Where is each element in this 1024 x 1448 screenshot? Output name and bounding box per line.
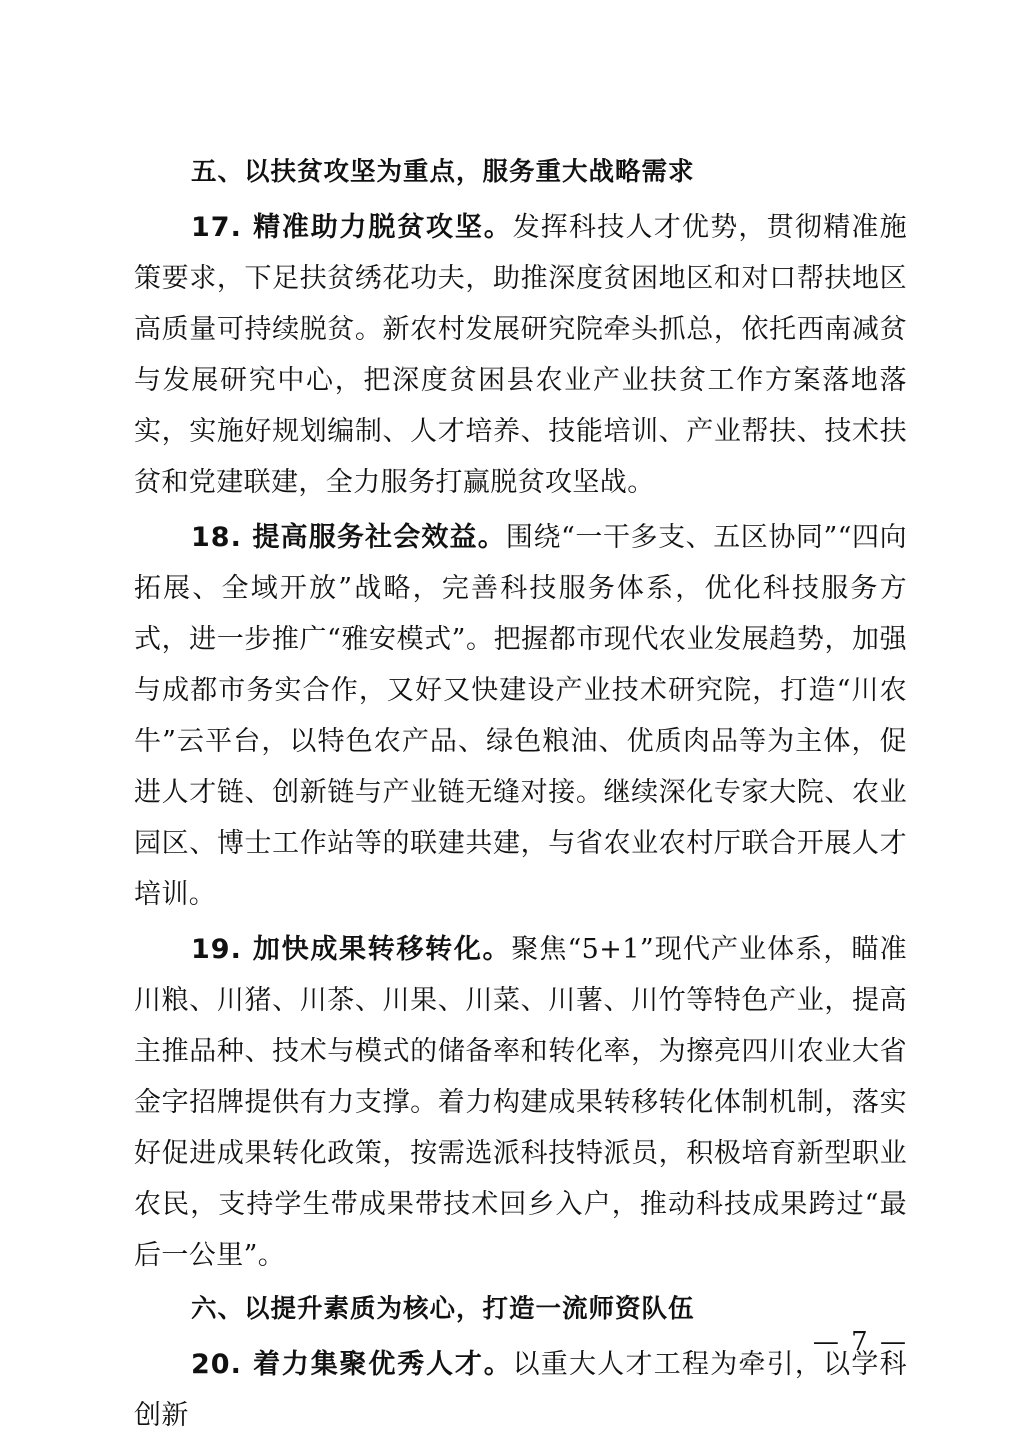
item-18-title: 18. 提高服务社会效益。	[191, 522, 506, 553]
item-18	[134, 512, 907, 920]
item-17	[134, 202, 907, 508]
item-17-title: 17. 精准助力脱贫攻坚。	[191, 212, 513, 243]
item-20	[134, 1339, 907, 1441]
item-20-title: 20. 着力集聚优秀人才。	[191, 1349, 513, 1380]
item-18-text: 围绕“一干多支、五区协同”“四向拓展、全域开放”战略，完善科技服务体系，优化科技服务方式，进一步推广“雅安模式”。把握都市现代农业发展趋势，加强与成都市务实合作，又好又快建设产业技术研究院，打造“川农牛”云平台，以特色农产品、绿色粮油、优质肉品等为主体，促进人才链、创新链与产业链无缝对接。继续深化专家大院、农业园区、博士工作站等的联建共建，与省农业农村厅联合开展人才培训。	[134, 522, 908, 910]
item-19	[134, 924, 907, 1281]
section-heading-five: 五、以扶贫攻坚为重点，服务重大战略需求	[191, 157, 695, 187]
item-19-text: 聚焦“5+1”现代产业体系，瞄准川粮、川猪、川茶、川果、川菜、川薯、川竹等特色产业，提高主推品种、技术与模式的储备率和转化率，为擦亮四川农业大省金字招牌提供有力支撑。着力构建成果转移转化体制机制，落实好促进成果转化政策，按需选派科技特派员，积极培育新型职业农民，支持学生带成果带技术回乡入户，推动科技成果跨过“最后一公里”。	[134, 934, 907, 1271]
item-19-title: 19. 加快成果转移转化。	[191, 934, 512, 965]
section-heading-six: 六、以提升素质为核心，打造一流师资队伍	[191, 1294, 695, 1324]
item-20-text: 以重大人才工程为牵引，以学科创新	[134, 1349, 907, 1431]
document-body	[134, 148, 907, 1445]
page-number: — 7 —	[812, 1327, 908, 1357]
item-17-text: 发挥科技人才优势，贯彻精准施策要求，下足扶贫绣花功夫，助推深度贫困地区和对口帮扶地区高质量可持续脱贫。新农村发展研究院牵头抓总，依托西南减贫与发展研究中心，把深度贫困县农业产业扶贫工作方案落地落实，实施好规划编制、人才培养、技能培训、产业帮扶、技术扶贫和党建联建，全力服务打赢脱贫攻坚战。	[134, 212, 907, 498]
